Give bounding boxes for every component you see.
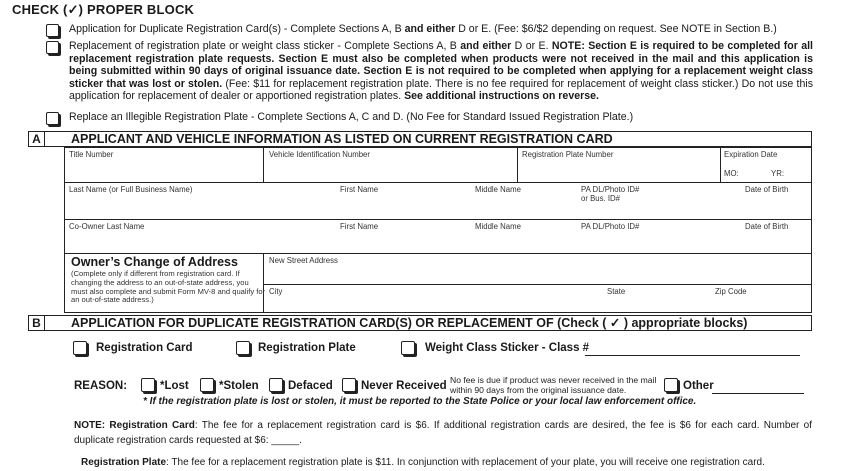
grid-line [517, 147, 518, 182]
weight-class-sticker-label: Weight Class Sticker - Class # [425, 342, 590, 354]
vin-field[interactable]: Vehicle Identification Number [269, 150, 370, 159]
reason-defaced-checkbox[interactable] [269, 378, 283, 392]
note-registration-card: NOTE: Registration Card: The fee for a replacement registration card is $6. If additional registration cards are desired, the fee is $6 for each card. Number of duplicate registration cards requested at $6: _____. [74, 420, 812, 446]
co-owner-dob-field[interactable]: Date of Birth [745, 222, 789, 231]
city-field[interactable]: City [269, 287, 283, 296]
reason-lost-label: *Lost [160, 380, 189, 392]
bus-id-label: or Bus. ID# [581, 194, 620, 203]
reason-other-input[interactable] [712, 393, 804, 394]
pa-dl-field[interactable]: PA DL/Photo ID# [581, 185, 640, 194]
reason-never-received-label: Never Received [361, 380, 447, 392]
state-field[interactable]: State [607, 287, 626, 296]
grid-line [263, 147, 264, 182]
option-replacement-plate-text: Replacement of registration plate or weight class sticker - Complete Sections A, B and either D or E. NOTE: Section E is required to be completed for all replacement registration plate requests. Section E must also be completed when products were not received in the mail and this application is being submitted within 90 days of original issuance date. Section E is not required to be completed when applying for a replacement weight class sticker that was lost or stolen. (Fee: $11 for replacement registration plate. There is no fee required for replacement of weight class sticker.) Do not use this application for replacement of dealer or apportioned registration plates. See additional instructions on reverse. [69, 40, 814, 103]
reason-defaced-label: Defaced [288, 380, 333, 392]
reason-other-checkbox[interactable] [664, 378, 678, 392]
grid-line [720, 147, 721, 182]
plate-number-field[interactable]: Registration Plate Number [522, 150, 614, 159]
section-a-letter: A [28, 131, 45, 147]
grid-line [64, 182, 812, 183]
reason-other-label: Other [683, 380, 714, 392]
reason-stolen-checkbox[interactable] [200, 378, 214, 392]
registration-card-label: Registration Card [96, 342, 193, 354]
no-fee-note: No fee is due if product was never received in the mail within 90 days from the original issuance date. [450, 375, 657, 395]
lost-stolen-warning: * If the registration plate is lost or stolen, it must be reported to the State Police or your local law enforcement office. [143, 396, 697, 407]
weight-class-sticker-checkbox[interactable] [401, 341, 415, 355]
expiration-month-label: MO: [724, 169, 739, 178]
registration-card-checkbox[interactable] [73, 341, 87, 355]
new-street-address-field[interactable]: New Street Address [269, 256, 338, 265]
co-owner-pa-dl-field[interactable]: PA DL/Photo ID# [581, 222, 640, 231]
reason-stolen-label: *Stolen [219, 380, 259, 392]
note-registration-plate: Registration Plate: The fee for a replacement registration plate is $11. In conjunction with replacement of your plate, you will receive one registration card. [81, 457, 765, 468]
reason-never-received-checkbox[interactable] [342, 378, 356, 392]
reason-label: REASON: [74, 380, 128, 392]
registration-plate-checkbox[interactable] [236, 341, 250, 355]
weight-class-number-input[interactable] [585, 355, 800, 356]
grid-line [64, 253, 812, 254]
illegible-plate-checkbox[interactable] [46, 112, 59, 125]
duplicate-card-checkbox[interactable] [46, 24, 59, 37]
grid-line [263, 284, 812, 285]
section-b-title: APPLICATION FOR DUPLICATE REGISTRATION CARD(S) OR REPLACEMENT OF (Check ( ✓ ) appropriate blocks) [71, 316, 748, 330]
option-illegible-plate-text: Replace an Illegible Registration Plate - Complete Sections A, C and D. (No Fee for Standard Issued Registration Plate.) [69, 111, 634, 123]
owner-change-address-note: (Complete only if different from registration card. If changing the address to an out-of-state address, you must also complete and submit Form MV-8 and qualify for an out-of-state address.) [71, 269, 266, 305]
registration-plate-label: Registration Plate [258, 342, 356, 354]
middle-name-field[interactable]: Middle Name [475, 185, 521, 194]
first-name-field[interactable]: First Name [340, 185, 379, 194]
reason-lost-checkbox[interactable] [141, 378, 155, 392]
check-proper-block-heading: CHECK (✓) PROPER BLOCK [12, 2, 195, 17]
option-duplicate-card-text: Application for Duplicate Registration Card(s) - Complete Sections A, B and either D or E. (Fee: $6/$2 depending on request. See NOTE in Section B.) [69, 23, 777, 35]
owner-change-address-title: Owner’s Change of Address [71, 255, 238, 269]
co-owner-last-name-field[interactable]: Co-Owner Last Name [69, 222, 145, 231]
expiration-year-label: YR: [771, 169, 784, 178]
grid-line [64, 219, 812, 220]
replacement-plate-checkbox[interactable] [46, 41, 59, 54]
title-number-field[interactable]: Title Number [69, 150, 114, 159]
expiration-date-field[interactable]: Expiration Date [724, 150, 778, 159]
last-name-field[interactable]: Last Name (or Full Business Name) [69, 185, 193, 194]
section-b-letter: B [28, 315, 45, 331]
co-owner-first-name-field[interactable]: First Name [340, 222, 379, 231]
co-owner-middle-name-field[interactable]: Middle Name [475, 222, 521, 231]
section-a-title: APPLICANT AND VEHICLE INFORMATION AS LISTED ON CURRENT REGISTRATION CARD [71, 132, 613, 146]
date-of-birth-field[interactable]: Date of Birth [745, 185, 789, 194]
zip-code-field[interactable]: Zip Code [715, 287, 747, 296]
